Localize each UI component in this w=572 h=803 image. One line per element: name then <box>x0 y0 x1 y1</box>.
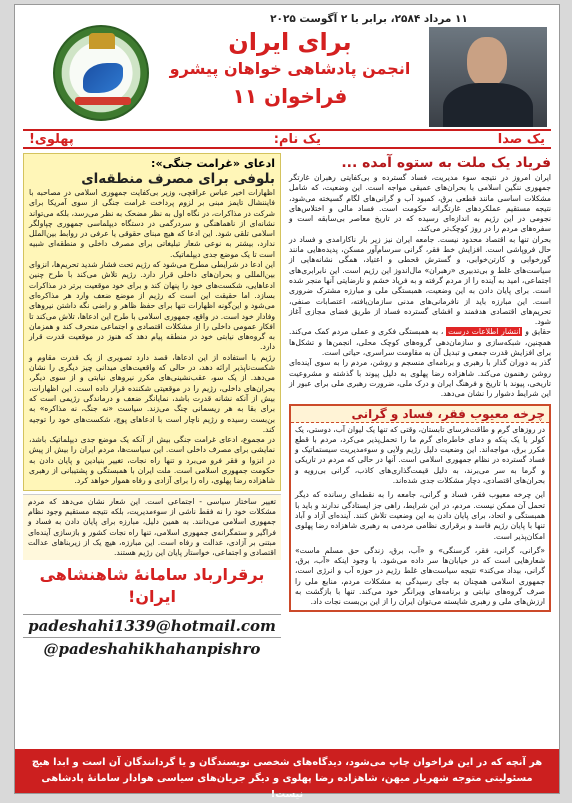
continuation-block <box>23 494 281 561</box>
crown-icon <box>89 33 115 49</box>
contact-handle[interactable]: @padeshahikhahanpishro <box>23 637 281 660</box>
contact-email[interactable]: padeshahi1339@hotmail.com <box>23 614 281 637</box>
right-para-3-prefix: حقایق و <box>525 327 551 337</box>
masthead-org: انجمن پادشاهی خواهان پیشرو <box>169 59 411 78</box>
masthead-issue: فراخوان ۱۱ <box>232 84 348 108</box>
right-para-3 <box>289 327 551 358</box>
article-para-3: رژیم با استفاده از این ادعاها، قصد دارد تصویری از یک قدرت مقاوم و شکست‌ناپذیر ارائه دهد، در حالی که واقعیت‌های میدانی چیز دیگری را نشان می‌دهد. از یک سو، عقب‌نشینی‌های مکرر نیروهای نیابتی و از سوی دیگر، بحران‌های داخلی، رژیم را در موقعیتی شکننده قرار داده است. این اظهارات، بیش از آنکه نشانه قدرت باشد، نمایانگر ضعف و درماندگی رژیمی است که برای بقا به هر ریسمانی چنگ می‌زند. سیاست «نه جنگ، نه مذاکره» به بن‌بست رسیده و رژیم ناچار است با ادعاهای پوچ، شکست‌های خود را توجیه کند. <box>29 352 275 434</box>
contact-block <box>23 614 281 660</box>
masthead-title: برای ایران <box>228 28 352 56</box>
poverty-cycle-box <box>289 404 551 612</box>
war-reparations-article <box>23 153 281 491</box>
poverty-cycle-title: چرخه معیوب فقر، فساد و گرانی <box>291 406 549 423</box>
right-para-1: ایران امروز در نتیجه سوء مدیریت، فساد گسترده و بی‌کفایتی رهبران غارتگر جمهوری ننگین اسلامی با بحران‌های عمیقی مواجه است. این وضعیت، که شامل مشکلات اساسی مانند قطعی برق، کمبود آب و گرانی‌های لگام گسیخته می‌شود، نتیجه مستقیم عملکردهای غارتگرانه حکومت است. فساد مالی و اختلاس‌های نجومی در این رژیم به اندازه‌ای رسیده که در تاریخ معاصر بی‌سابقه است و سفره‌های مردم را در روز کوچک‌تر می‌کند. <box>289 173 551 234</box>
bar-pahlavi: پهلوی! <box>29 132 74 147</box>
closing-slogan: برقرارباد سامانهٔ شاهنشاهی ایران! <box>39 565 265 607</box>
ribbon-icon <box>75 97 131 105</box>
right-headline: فریاد یک ملت به ستوه آمده ... <box>341 155 551 171</box>
bar-one-voice: یک صدا <box>497 132 545 147</box>
continuation-para: تغییر ساختار سیاسی - اجتماعی است. این شعار نشان می‌دهد که مردم مشکلات خود را نه فقط ناشی از سوءمدیریت، بلکه نتیجه مستقیم وجود نظام جمهوری اسلامی می‌دانند. به همین دلیل، مبارزه برای پایان دادن به فساد و فراگیر و ستمگرانه‌ی جمهوری اسلامی، تنها راه نجات کشور و بازسازی آینده‌ای مبتنی بر آزادی، عدالت و رفاه است. این مبارزه، هیچ یک از زیربناهای عدالت اقتصادی و اجتماعی، خواستار پایان این رژیم هستند. <box>28 496 276 558</box>
bird-icon <box>83 63 123 93</box>
right-para-3-suffix: ، به همبستگی فکری و عملی مردم کمک می‌کند. همچنین، شبکه‌سازی و سازمان‌دهی گروه‌های کوچک محلی، انجمن‌ها و تشکل‌ها برای افزایش قدرت جمعی و تبدیل آن به مقاومت سراسری، حیاتی است. <box>289 327 551 358</box>
bar-one-name: یک نام: <box>273 132 321 147</box>
article-kicker: ادعای «غرامت جنگی»: <box>151 157 275 170</box>
portrait-photo <box>429 27 547 127</box>
lion-and-sun-emblem-icon <box>53 25 149 121</box>
poverty-cycle-para-1: در روزهای گرم و طاقت‌فرسای تابستان، وقتی که تنها یک لیوان آب، دوستی، یک کولر یا یک پنکه و دمای خاطره‌ای گرم ما را تحمل‌پذیر می‌کرد، مردم با قطع مکرر برق، مواجه‌اند. این وضعیت دلیل رژیم ولایی و سوءمدیریت سیستماتیک و فساد گسترده در نظام جمهوری اسلامی است. آنها در حالی که مردم در تاریکی و گرما به سر می‌برند، به دلیل قیمت‌گذاری‌های کاذب، گرانی بی‌رویه و بحران‌های اقتصادی، دچار مشکلات جدی شده‌اند. <box>295 424 545 486</box>
issue-date: ۱۱ مرداد ۲۵۸۴، برابر با ۲ آگوست ۲۰۲۵ <box>270 13 468 25</box>
portrait-head <box>467 37 507 87</box>
right-para-3-highlight: انتشار اطلاعات درست <box>448 327 521 337</box>
left-column <box>23 153 281 660</box>
newsletter-page <box>14 4 560 800</box>
article-para-1: اظهارات اخیر عباس عراقچی، وزیر بی‌کفایت جمهوری اسلامی در مصاحبه با فایننشال تایمز مبنی بر لزوم پرداخت غرامت جنگی از سوی آمریکا برای شرکت در مذاکرات، در نگاه اول به نظر مضحک به نظر می‌رسد، بلکه می‌تواند نشانه‌ای از ناهماهنگی و سردرگمی در دستگاه دیپلماسی جمهوری چپاولگر اسلامی تلقی شود. این ادعا که هیچ مبنای حقوقی یا عرفی در روابط بین‌الملل ندارد، بیشتر به نوعی شعار تبلیغاتی برای مصرف داخلی و منطقه‌ای شبیه است تا یک موضع جدی دیپلماتیک. <box>29 188 275 259</box>
right-para-2: بحران تنها به اقتصاد محدود نیست. جامعه ایران نیز زیر بار ناکارامدی و فساد در حال فروپاشی است. افزایش خط فقر، گرانی سرسام‌آور مسکن، پدیده‌هایی مانند گورخوابی و کارتن‌خوابی، و گسترش قحطی و اعتیاد، همگی نشانه‌هایی از سیاست‌های غلط و بی‌تدبیری «رهبران» مال‌اندوز این رژیم است. این نابرابری‌های اجتماعی، امید به آینده را از مردم گرفته و به فریاد خشم و نارضایتی آنها منجر شده است. برای پایان دادن به این وضعیت، همبستگی ملی و مبارزه مشترک ضروری است. این مبارزه باید از نافرمانی‌های مدنی سازمان‌یافته، اعتصابات صنفی، تحریم‌های اقتصادی هدفمند و افشای گسترده فساد از طریق فضای مجازی آغاز شود. <box>289 234 551 327</box>
right-para-4: گذر به دوران گذار با رهبری و برنامه‌ای منسجم و روشن، مردم را به سوی آینده‌ای روشن رهنمون می‌کند. شاهزاده رضا پهلوی به دلیل پیوند با گذشته و مشروعیت تاریخی، پیوند با تاریخ و فرهنگ ایران و درک ملی، ضرورت رهبری ملی برای عبور از این شرایط دشوار را نشان می‌دهد. <box>289 358 551 399</box>
portrait-suit <box>443 83 533 127</box>
disclaimer-footer: هر آنچه که در این فراخوان چاپ می‌شود، دیدگاه‌های شخصی نویسندگان و یا گردانندگان آن است و ابدا هیچ مسئولیتی متوجه شهریار میهن، شاهزاده رضا پهلوی و دیگر جریان‌های سیاسی هوادار سامانهٔ پادشاهی نیست! <box>15 749 559 793</box>
article-subhead: بلوفی برای مصرف منطقه‌ای <box>81 171 275 187</box>
right-column <box>289 153 551 612</box>
article-para-2: این ادعا در شرایطی مطرح می‌شود که رژیم تحت فشار شدید تحریم‌ها، انزوای بین‌المللی و بحران‌های داخلی قرار دارد. رژیم تلاش می‌کند با طرح چنین ادعاهایی، شکست‌های خود را پنهان کند و برای خود موقعیت برتر در مذاکرات بسازد. اما حقیقت این است که رژیم از موضع ضعف وارد هر مذاکره‌ای می‌شود و این‌گونه اظهارات تنها برای حفظ ظاهر و راضی نگه داشتن نیروهای وفادار خود است. در واقع، جمهوری اسلامی با طرح این ادعاها، تلاش می‌کند تا افکار عمومی داخلی را از مشکلات اقتصادی و اجتماعی منحرف کند و همزمان به گروه‌های نیابتی خود در منطقه پیام دهد که هنوز در موقعیت قدرت قرار دارد. <box>29 260 275 352</box>
article-para-4: در مجموع، ادعای غرامت جنگی بیش از آنکه یک موضع جدی دیپلماتیک باشد، نمایشی برای مصرف داخلی است. این سیاست‌ها، مردم ایران را بیش از پیش در انزوا و فقر فرو می‌برد و تنها راه نجات، تغییر بنیادین و پایان دادن به حکومت جمهوری اسلامی است. ملت ایران با همبستگی و پشتیبانی از رهبری شاهزاده رضا پهلوی، راه را برای آزادی و رفاه هموار خواهد کرد. <box>29 435 275 486</box>
slogan-bar <box>23 129 551 149</box>
masthead <box>165 27 415 111</box>
poverty-cycle-para-3: «گرانی، گرانی، فقر، گرسنگی» و «آب، برق، زندگی حق مسلم ماست» شعارهایی است که در خیابان‌ها سر داده می‌شود. با وجود اینکه «آب، برق، گرانی، بیداد می‌کند» نتیجه سیاست‌های غلط رژیم در حوزه آب و انرژی است، جمهوری اسلامی همچنان به جای رسیدگی به مشکلات مردم، منابع ملی را صرف گروه‌های نیابتی و برنامه‌های ویرانگر خود می‌کند. تنها با بازگشت به ارزش‌های ملی و رهبری شایسته می‌توان ایران را از این بن‌بست نجات داد. <box>295 545 545 607</box>
poverty-cycle-para-2: این چرخه معیوب فقر، فساد و گرانی، جامعه را به نقطه‌ای رسانده که دیگر تحمل آن ممکن نیست. مردم، در این شرایط، راهی جز ایستادگی ندارند و باید با همبستگی و اتحاد، برای پایان دادن به این وضعیت تلاش کنند. آینده‌ای آزاد و آباد تنها با پایان رژیم فاسد و برقراری نظامی مردمی به رهبری شاهزاده رضا پهلوی امکان‌پذیر است. <box>295 490 545 541</box>
